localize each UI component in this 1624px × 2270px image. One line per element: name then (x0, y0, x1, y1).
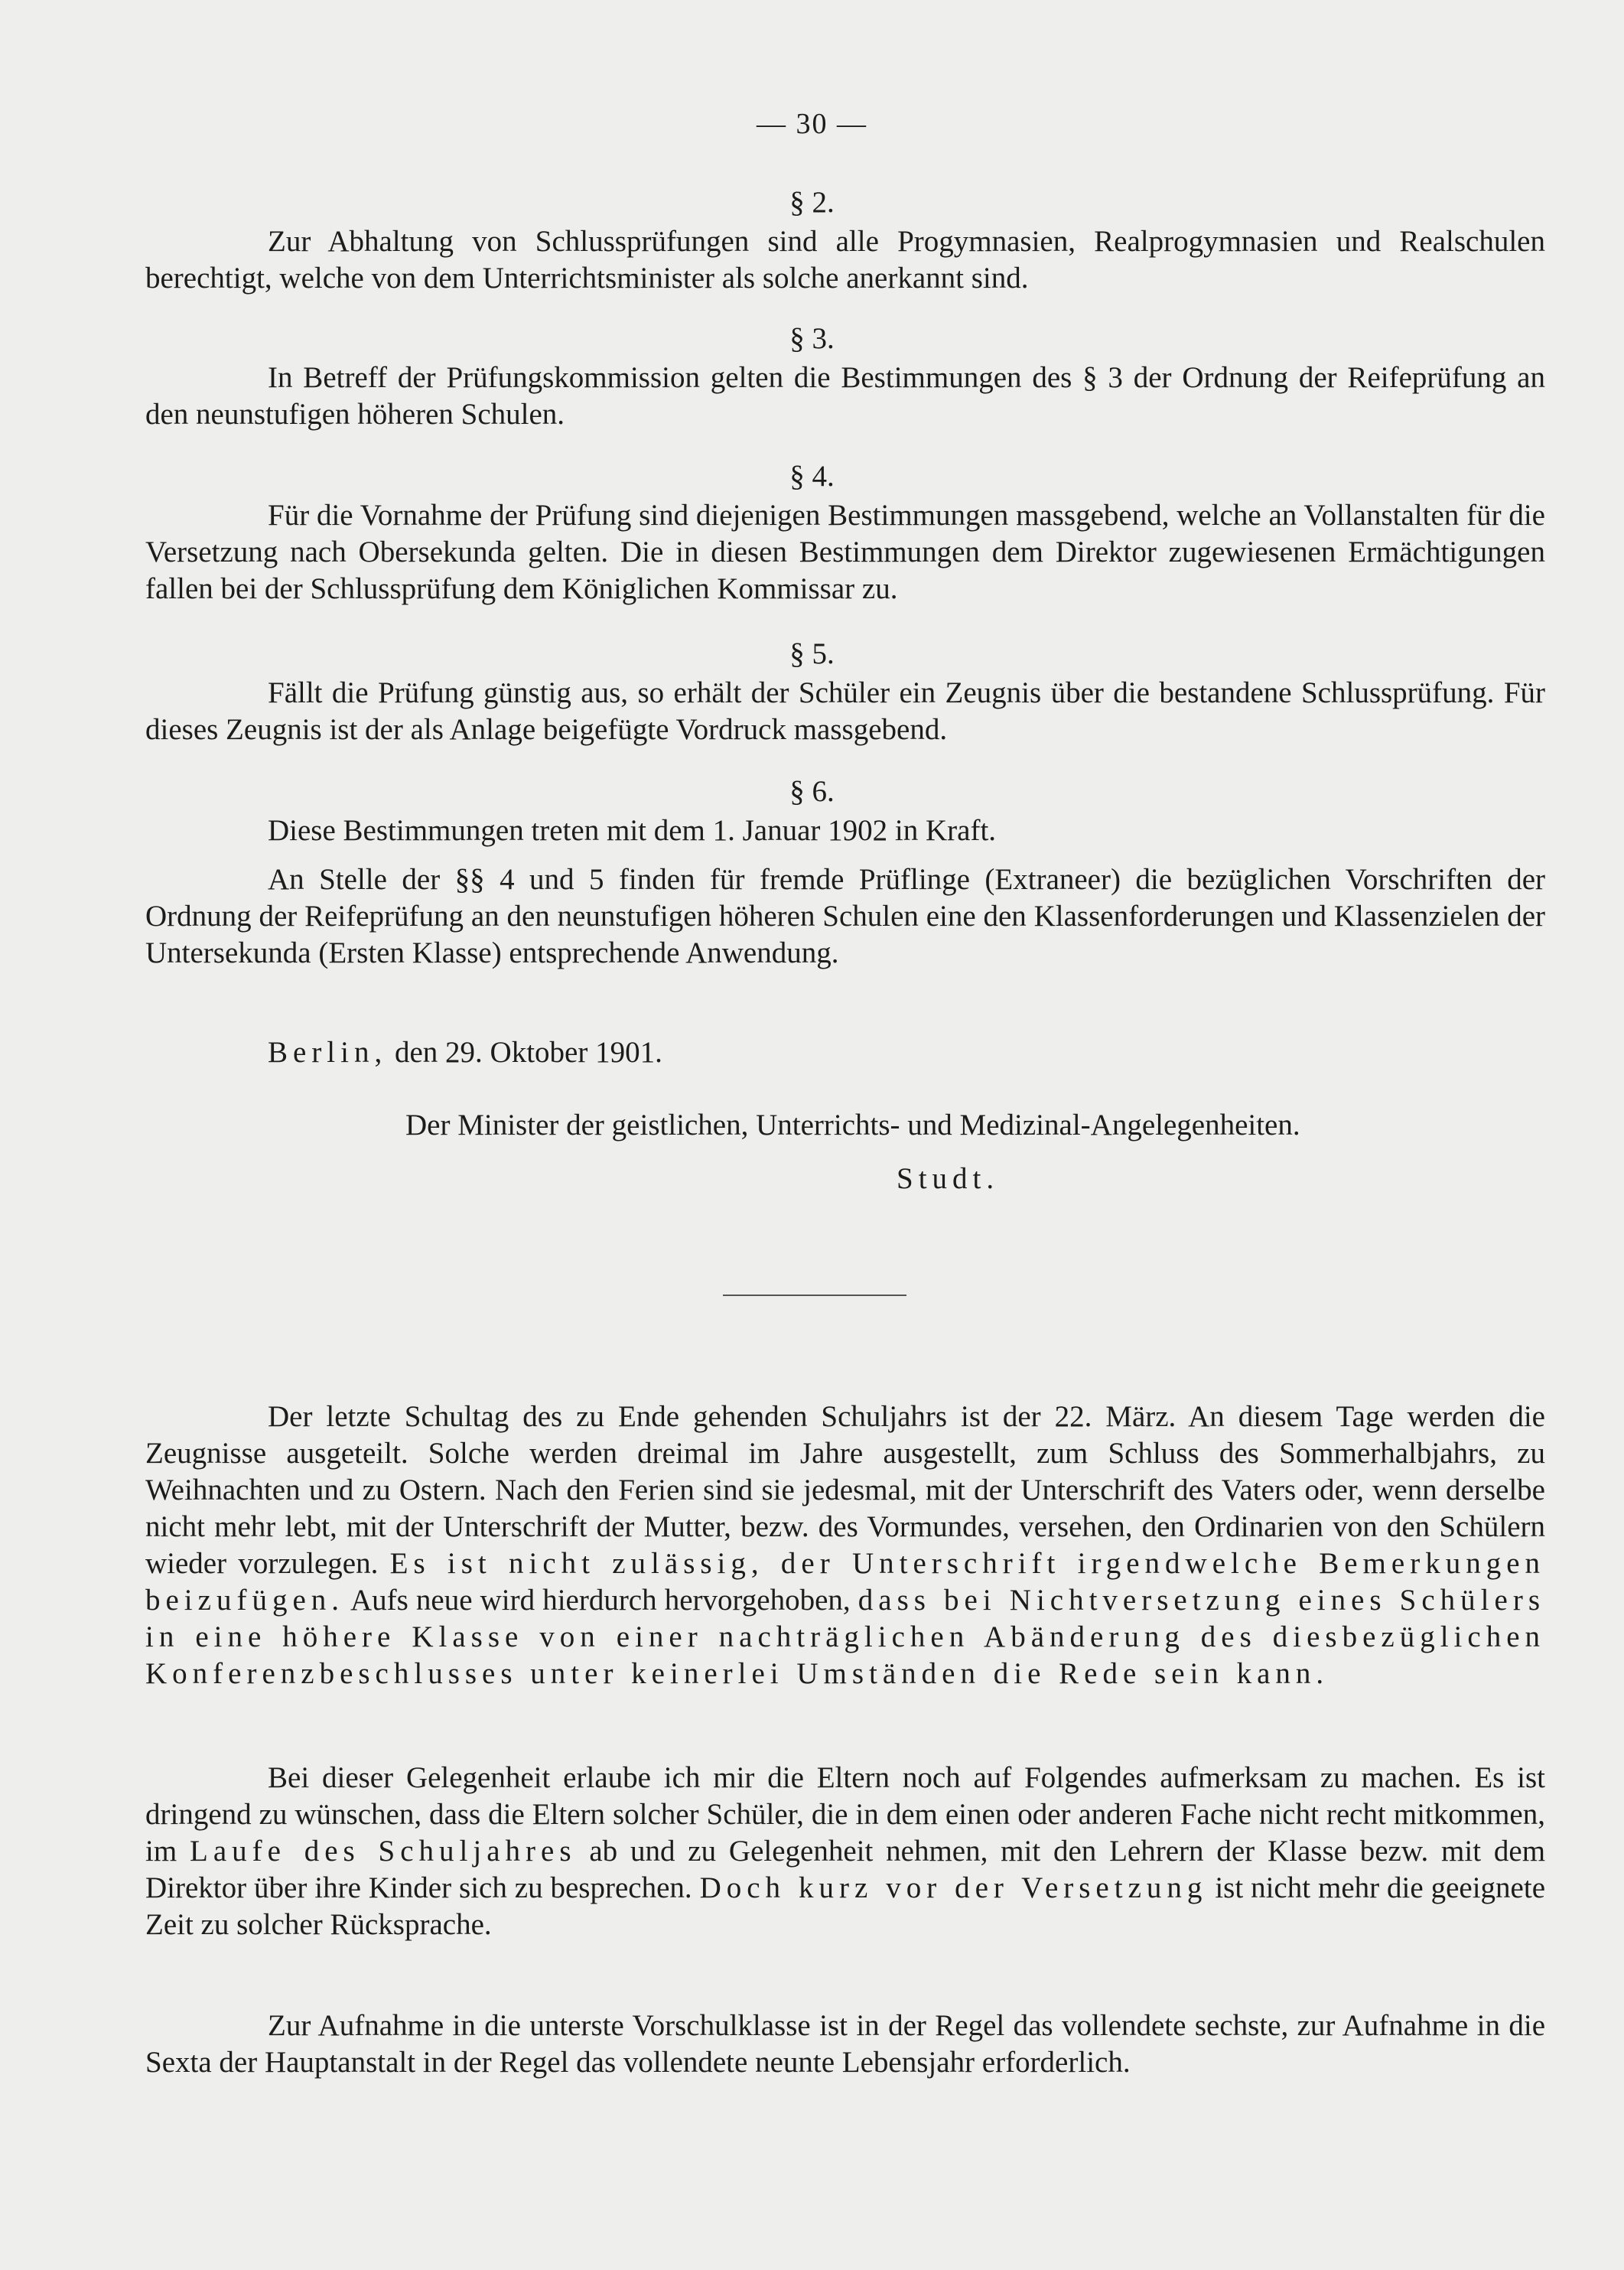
section-paragraph: Diese Bestimmungen treten mit dem 1. Januar 1902 in Kraft. (268, 814, 997, 847)
page-number: — 30 — (757, 108, 867, 140)
section-heading-4: § 4. (789, 460, 835, 493)
paragraph-emphasis: dass bei Nichtversetzung eines Schülers in eine höhere Klasse von einer nachträglichen Abänderung des diesbezüglichen Konferenzbeschlusses unter keinerlei Umständen die Rede sein kann. (145, 1584, 1545, 1690)
section-text-6 (145, 813, 1545, 849)
paragraph-text: Der letzte Schultag des zu Ende gehenden Schuljahrs ist der 22. März. An diesem Tage werden die Zeugnisse ausgeteilt. Solche werden dreimal im Jahre ausgestellt, zum Schluss des Sommerhalbjahrs, zu Weihnachten und zu Ostern. Nach den Ferien sind sie jedesmal, mit der Unterschrift des Vaters oder, wenn derselbe nicht mehr lebt, mit der Unterschrift der Mutter, bezw. des Vormundes, versehen, den Ordinarien von den Schülern wieder vorzulegen. (145, 1400, 1545, 1580)
section-heading-6: § 6. (789, 775, 835, 808)
paragraph-emphasis: Doch kurz vor der Versetzung (699, 1871, 1208, 1904)
place-date (145, 1034, 1545, 1071)
paragraph-text: ist nicht mehr die geeignete Zeit zu solcher Rücksprache. (145, 1871, 1546, 1941)
paragraph-emphasis: Es ist nicht zulässig, der Unterschrift irgendwelche Bemerkungen beizufügen. (145, 1547, 1546, 1617)
extraneer-paragraph (145, 861, 1545, 972)
paragraph-text: ab und zu Gelegenheit nehmen, mit den Lehrern der Klasse bezw. mit dem Direktor über ihre Kinder sich zu besprechen. (145, 1835, 1546, 1904)
paragraph-parents (145, 1760, 1545, 1943)
section-paragraph: Zur Abhaltung von Schlussprüfungen sind alle Progymnasien, Realprogymnasien und Realschulen berechtigt, welche von dem Unterrichtsminister als solche anerkannt sind. (145, 225, 1545, 295)
section-heading-2: § 2. (789, 186, 835, 219)
section-paragraph: In Betreff der Prüfungskommission gelten die Bestimmungen des § 3 der Ordnung der Reifeprüfung an den neunstufigen höheren Schulen. (145, 361, 1545, 431)
paragraph-text: Zur Aufnahme in die unterste Vorschulklasse ist in der Regel das vollendete sechste, zur Aufnahme in die Sexta der Hauptanstalt in der Regel das vollendete neunte Lebensjahr erforderlich. (145, 2009, 1545, 2079)
section-paragraph: Fällt die Prüfung günstig aus, so erhält der Schüler ein Zeugnis über die bestandene Schlussprüfung. Für dieses Zeugnis ist der als Anlage beigefügte Vordruck massgebend. (145, 676, 1545, 746)
section-heading-3: § 3. (789, 322, 835, 355)
section-paragraph: Für die Vornahme der Prüfung sind diejenigen Bestimmungen massgebend, welche an Vollanstalten für die Versetzung nach Obersekunda gelten. Die in diesen Bestimmungen dem Direktor zugewiesenen Ermächtigungen fallen bei der Schlussprüfung dem Königlichen Kommissar zu. (145, 499, 1545, 605)
paragraph-school-end (145, 1399, 1545, 1692)
paragraph-admission (145, 2008, 1545, 2081)
date-text: den 29. Oktober 1901. (394, 1036, 662, 1069)
section-text-4 (145, 497, 1545, 607)
section-heading-5: § 5. (789, 637, 835, 670)
section-text-3 (145, 360, 1545, 433)
extraneer-text: An Stelle der §§ 4 und 5 finden für fremde Prüflinge (Extraneer) die bezüglichen Vorschriften der Ordnung der Reifeprüfung an den neunstufigen höheren Schulen eine den Klassenforderungen und Klassenzielen der Untersekunda (Ersten Klasse) entsprechende Anwendung. (145, 863, 1545, 969)
ministry-title: Der Minister der geistlichen, Unterrichts- und Medizinal-Angelegenheiten. (405, 1109, 1300, 1142)
section-text-5 (145, 675, 1545, 748)
signature-name: Studt. (897, 1162, 1000, 1195)
section-text-2 (145, 223, 1545, 297)
paragraph-text: Bei dieser Gelegenheit erlaube ich mir die Eltern noch auf Folgendes aufmerksam zu machen. Es ist dringend zu wünschen, dass die Eltern solcher Schüler, die in dem einen oder anderen Fache nicht recht mitkommen, im (145, 1761, 1545, 1868)
section-divider (723, 1295, 906, 1296)
place-city: Berlin, (268, 1036, 388, 1069)
paragraph-text: Aufs neue wird hierdurch hervorgehoben, (350, 1584, 851, 1617)
paragraph-emphasis: Laufe des Schuljahres (190, 1835, 577, 1868)
